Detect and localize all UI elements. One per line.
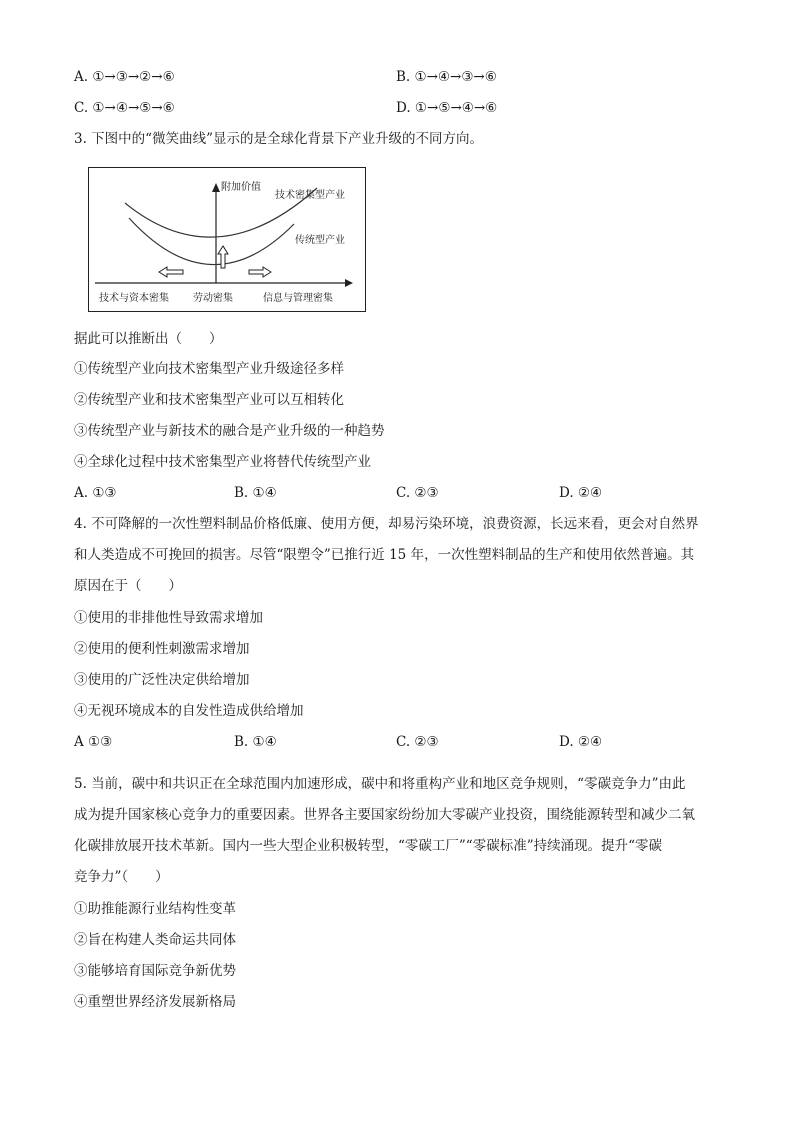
q4-option-a: A ①③ — [74, 734, 113, 750]
q4-options — [74, 733, 734, 751]
q2-option-b: B. ①→④→③→⑥ — [396, 69, 497, 85]
y-axis-arrow — [212, 183, 220, 192]
q4-stem-line-1: 4. 不可降解的一次性塑料制品价格低廉、使用方便，却易污染环境，浪费资源，长远来看，更会对自然界 — [74, 516, 699, 532]
q5-stem-line-2: 成为提升国家核心竞争力的重要因素。世界各主要国家纷纷加大零碳产业投资，围绕能源转型和减少二氧 — [74, 807, 695, 823]
q5-item-4: ④重塑世界经济发展新格局 — [74, 994, 236, 1010]
q2-option-a: A. ①→③→②→⑥ — [74, 69, 175, 85]
q5-stem-line-4: 竞争力”（ ） — [74, 869, 169, 885]
x-center-label: 劳动密集 — [193, 293, 233, 304]
x-right-label: 信息与管理密集 — [263, 293, 333, 304]
q5-stem-line-1: 5. 当前，碳中和共识正在全球范围内加速形成，碳中和将重构产业和地区竞争规则，“零碳竞争力”由此 — [74, 776, 686, 792]
q2-option-d: D. ①→⑤→④→⑥ — [396, 100, 498, 116]
traditional-curve — [129, 218, 294, 265]
q3-options — [74, 484, 734, 502]
technology-intensive-label: 技术密集型产业 — [275, 190, 345, 201]
q3-item-1: ①传统型产业向技术密集型产业升级途径多样 — [74, 361, 344, 377]
q3-option-a: A. ①③ — [74, 485, 117, 501]
q2-option-c: C. ①→④→⑤→⑥ — [74, 100, 175, 116]
q4-stem-line-3: 原因在于（ ） — [74, 578, 182, 594]
q3-item-4: ④全球化过程中技术密集型产业将替代传统型产业 — [74, 454, 371, 470]
q3-option-b: B. ①④ — [234, 485, 277, 501]
q4-option-c: C. ②③ — [396, 734, 439, 750]
y-axis-label: 附加价值 — [221, 182, 261, 193]
left-arrow-icon — [159, 267, 183, 277]
q4-item-1: ①使用的非排他性导致需求增加 — [74, 610, 263, 626]
q4-item-3: ③使用的广泛性决定供给增加 — [74, 672, 250, 688]
q3-option-d: D. ②④ — [559, 485, 603, 501]
smile-curve-figure — [88, 167, 366, 312]
right-arrow-icon — [249, 267, 271, 277]
q3-stem: 3. 下图中的“微笑曲线”显示的是全球化背景下产业升级的不同方向。 — [74, 131, 483, 147]
q3-prompt: 据此可以推断出（ ） — [74, 331, 223, 347]
q4-stem-line-2: 和人类造成不可挽回的损害。尽管“限塑令”已推行近 15 年，一次性塑料制品的生产和使用依然普遍。其 — [74, 547, 695, 563]
q4-item-4: ④无视环境成本的自发性造成供给增加 — [74, 703, 304, 719]
traditional-label: 传统型产业 — [295, 235, 345, 246]
x-axis-arrow — [345, 279, 353, 287]
q5-item-3: ③能够培育国际竞争新优势 — [74, 963, 236, 979]
x-left-label: 技术与资本密集 — [99, 293, 169, 304]
q5-item-2: ②旨在构建人类命运共同体 — [74, 932, 236, 948]
q4-option-d: D. ②④ — [559, 734, 603, 750]
q4-item-2: ②使用的便利性刺激需求增加 — [74, 641, 250, 657]
q5-stem-line-3: 化碳排放展开技术革新。国内一些大型企业积极转型，“零碳工厂”“零碳标准”持续涌现。提升“零碳 — [74, 838, 663, 854]
q3-item-3: ③传统型产业与新技术的融合是产业升级的一种趋势 — [74, 423, 385, 439]
q5-item-1: ①助推能源行业结构性变革 — [74, 901, 236, 917]
q3-item-2: ②传统型产业和技术密集型产业可以互相转化 — [74, 392, 344, 408]
q4-option-b: B. ①④ — [234, 734, 277, 750]
q3-option-c: C. ②③ — [396, 485, 439, 501]
